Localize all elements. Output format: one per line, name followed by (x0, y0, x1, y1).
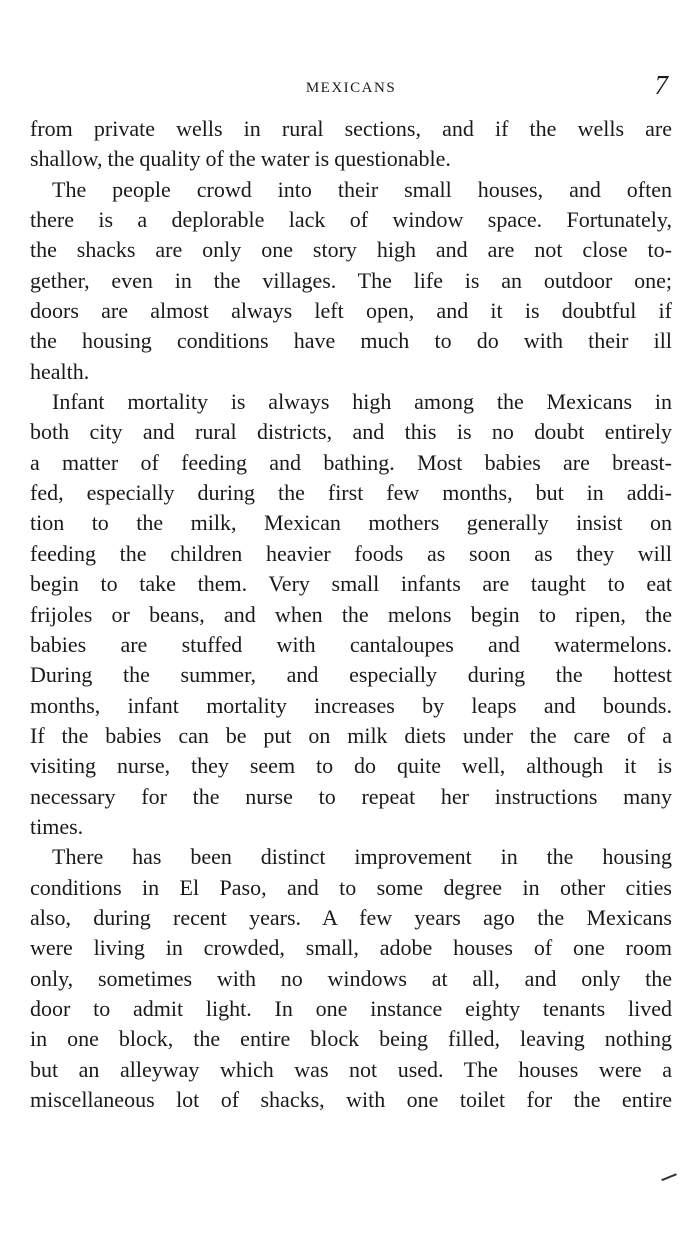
text-line: both city and rural districts, and this is no doubt entirely (30, 419, 672, 445)
paragraph (30, 175, 672, 387)
paragraph (30, 842, 672, 1115)
text-line: doors are almost always left open, and it is doubtful if (30, 298, 672, 324)
print-speck-mark (661, 1173, 678, 1185)
text-line: in one block, the entire block being filled, leaving nothing (30, 1026, 672, 1052)
text-line: a matter of feeding and bathing. Most babies are breast- (30, 449, 672, 475)
text-line: frijoles or beans, and when the melons begin to ripen, the (30, 601, 672, 627)
text-line: the housing conditions have much to do with their ill (30, 328, 672, 354)
paragraph (30, 114, 672, 175)
text-line: gether, even in the villages. The life is an outdoor one; (30, 267, 672, 293)
text-line: months, infant mortality increases by leaps and bounds. (30, 692, 672, 718)
text-line: feeding the children heavier foods as soon as they will (30, 540, 672, 566)
text-line: There has been distinct improvement in the housing (52, 844, 672, 870)
text-line: conditions in El Paso, and to some degree in other cities (30, 874, 672, 900)
paragraph (30, 387, 672, 842)
running-title: MEXICANS (305, 80, 397, 96)
text-line: health. (30, 358, 90, 384)
text-line: also, during recent years. A few years ago the Mexicans (30, 904, 672, 930)
text-line: begin to take them. Very small infants are taught to eat (30, 571, 672, 597)
text-line: the shacks are only one story high and are not close to- (30, 237, 672, 263)
text-line: were living in crowded, small, adobe houses of one room (30, 935, 672, 961)
text-line: only, sometimes with no windows at all, and only the (30, 965, 672, 991)
page-number: 7 (654, 70, 668, 100)
body-text (30, 114, 672, 1115)
text-line: babies are stuffed with cantaloupes and watermelons. (30, 631, 672, 657)
text-line: times. (30, 813, 84, 839)
text-line: but an alleyway which was not used. The houses were a (30, 1056, 672, 1082)
text-line: tion to the milk, Mexican mothers generally insist on (30, 510, 672, 536)
text-line: fed, especially during the first few months, but in addi- (30, 480, 672, 506)
text-line: miscellaneous lot of shacks, with one toilet for the entire (30, 1087, 672, 1112)
text-line: During the summer, and especially during the hottest (30, 662, 672, 688)
text-line: door to admit light. In one instance eighty tenants lived (30, 995, 672, 1021)
text-line: visiting nurse, they seem to do quite well, although it is (30, 753, 672, 779)
text-line: necessary for the nurse to repeat her instructions many (30, 783, 672, 809)
text-line: The people crowd into their small houses, and often (52, 176, 672, 202)
text-line: shallow, the quality of the water is questionable. (30, 146, 451, 172)
text-line: Infant mortality is always high among the Mexicans in (52, 389, 672, 415)
running-head (30, 70, 672, 106)
text-line: If the babies can be put on milk diets under the care of a (30, 722, 672, 748)
text-line: from private wells in rural sections, and if the wells are (30, 116, 672, 141)
text-line: there is a deplorable lack of window space. Fortunately, (30, 207, 672, 233)
